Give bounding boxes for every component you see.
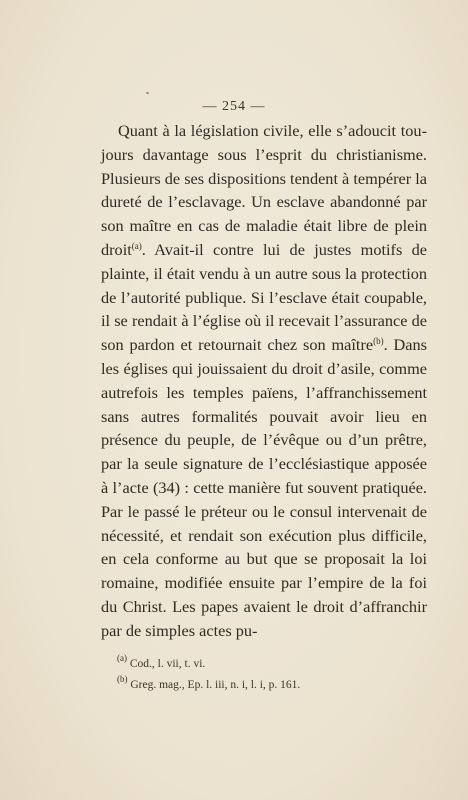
main-text bbox=[101, 119, 427, 643]
ink-speck bbox=[146, 92, 149, 94]
footnote-marker: (a) bbox=[117, 653, 127, 663]
footnote-ref-b: (b) bbox=[373, 336, 384, 347]
footnote-b bbox=[101, 675, 427, 696]
paragraph-text-3: . Dans les églises qui jouissaient du droit d’asile, comme autrefois les temples païens, l’affranchissement sans autres formalités pouvait avoir lieu en présence du peuple, de l’évêque ou d’un prêtre, par la seule signature de l’ecclésiastique apposée à l’acte (34) : cette manière fut souvent pratiquée. Par le passé le préteur ou le consul intervenait de nécessité, et rendait son exécution plus difficile, en cela conforme au but que se proposait la loi romaine, modifiée ensuite par l’empire de la foi du Christ. Les papes avaient le droit d’affranchir par de simples actes pu- bbox=[101, 335, 427, 640]
page-number: — 254 — bbox=[202, 99, 266, 114]
paragraph-text-2: . Avait-il contre lui de justes motifs de plainte, il était vendu à un autre sous la protection de l’autorité publique. Si l’esclave était coupable, il se rendait à l’église où il recevait l’assurance de son pardon et retournait chez son maître bbox=[101, 239, 427, 355]
footnote-a bbox=[101, 654, 427, 675]
paragraph bbox=[101, 119, 427, 643]
footnote-text: Cod., l. vii, t. vi. bbox=[127, 658, 206, 670]
footnote-marker: (b) bbox=[117, 674, 128, 684]
footnotes bbox=[101, 654, 427, 696]
paragraph-text-1: Quant à la législation civile, elle s’adoucit toujours davantage sous l’esprit du christianisme. Plusieurs de ses dispositions tendent à tempérer la dureté de l’esclavage. Un esclave abandonné par son maître en cas de maladie était libre de plein droit bbox=[101, 121, 428, 259]
footnote-ref-a: (a) bbox=[131, 240, 142, 251]
footnote-text: Greg. mag., Ep. l. iii, n. i, l. i, p. 161. bbox=[127, 679, 301, 691]
